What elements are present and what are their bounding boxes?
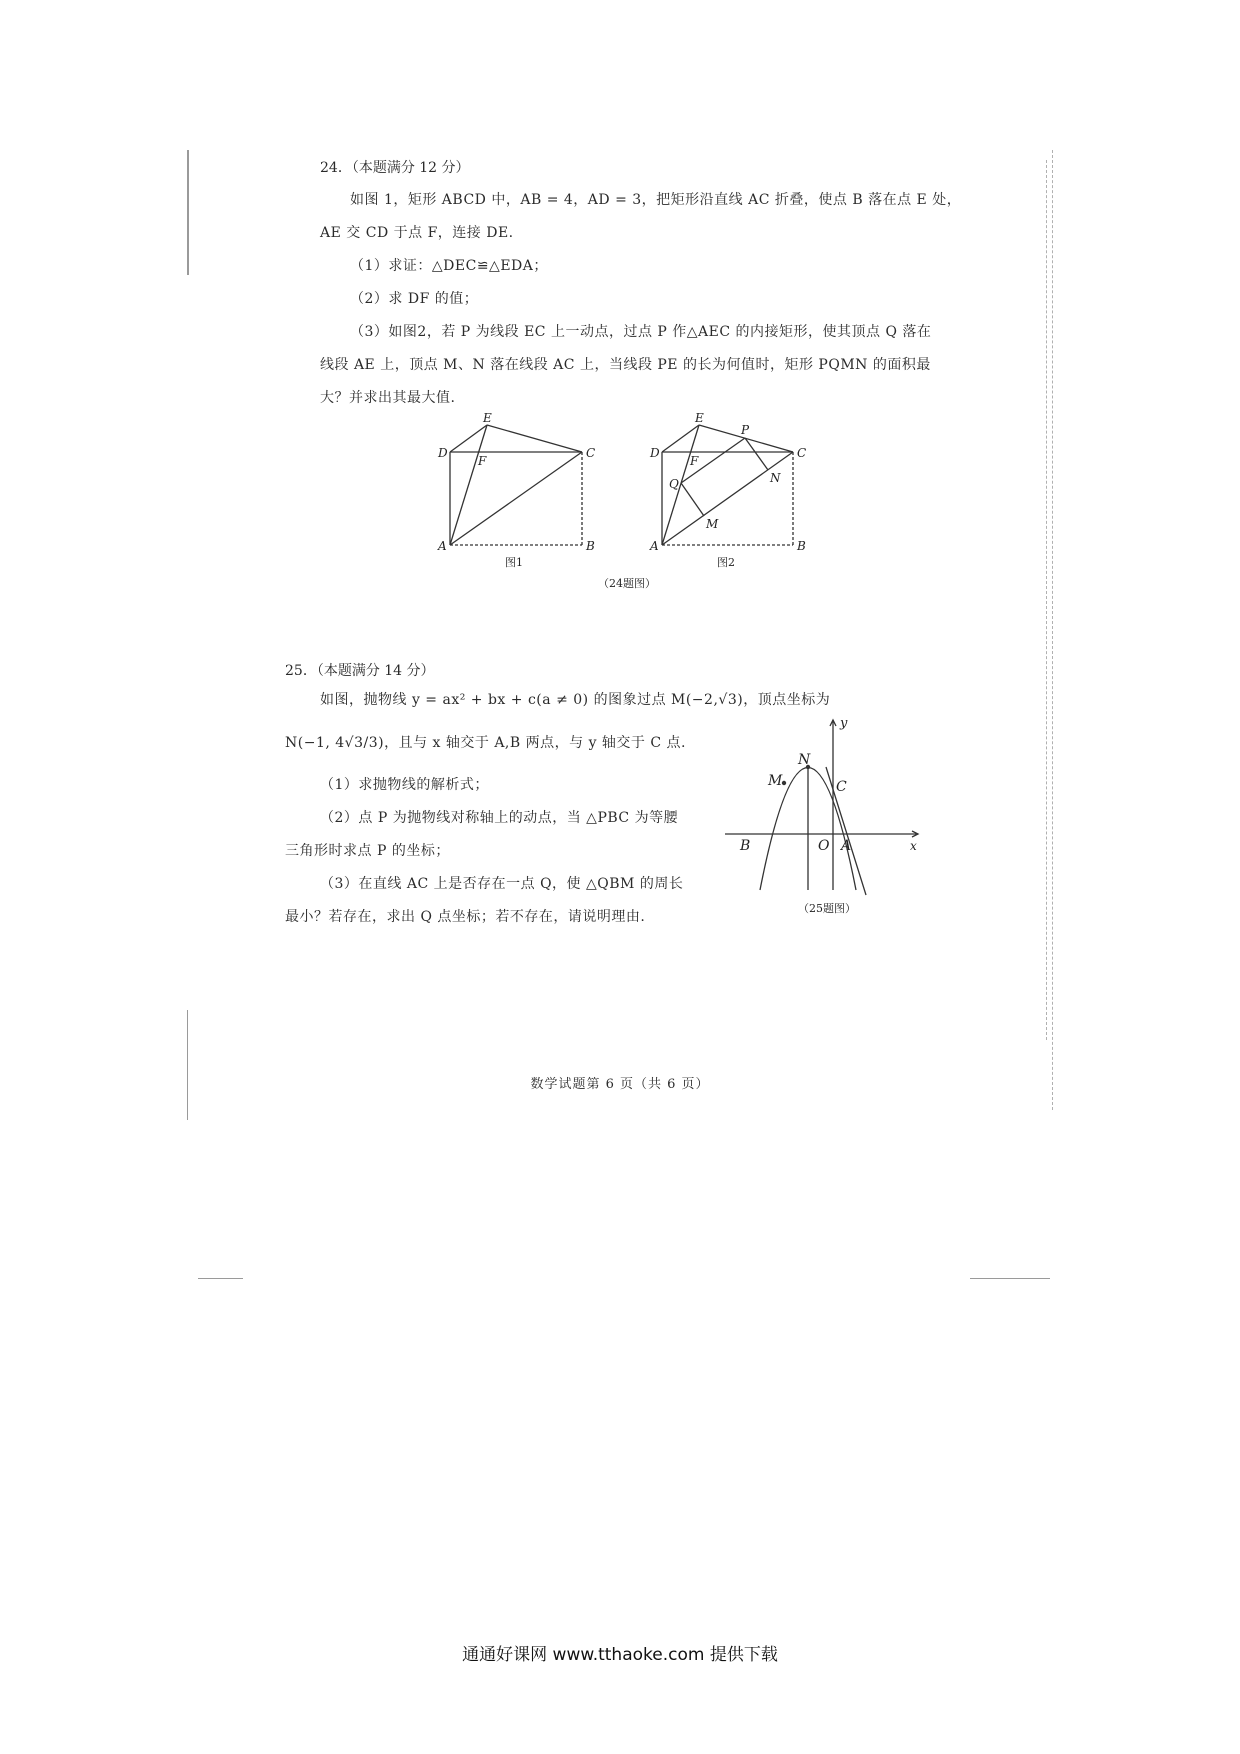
q25-part3: （3）在直线 AC 上是否存在一点 Q，使 △QBM 的周长 <box>320 876 684 892</box>
q24-part3: 大？并求出其最大值. <box>320 390 456 406</box>
fig2-label-Q: Q <box>669 477 679 491</box>
scan-left-edge <box>187 150 189 275</box>
fig2-label-D: D <box>650 446 660 460</box>
q24-part1: （1）求证：△DEC≌△EDA； <box>350 258 548 274</box>
q25-label-x: x <box>910 839 917 853</box>
q25-figure-caption: （25题图） <box>798 902 856 915</box>
q25-label-O: O <box>818 838 830 854</box>
q24-intro-line: AE 交 CD 于点 F，连接 DE. <box>320 225 514 241</box>
q25-figure <box>720 715 930 920</box>
q24-figures <box>430 410 830 590</box>
scan-right-mark <box>1046 160 1048 1040</box>
fig2-label-C: C <box>797 446 807 460</box>
q24-figure-caption: （24题图） <box>598 577 656 590</box>
q25-part3: 最小？若存在，求出 Q 点坐标；若不存在，请说明理由. <box>285 909 646 925</box>
fig2-label-F: F <box>690 454 699 468</box>
fig1-label-D: D <box>438 446 448 460</box>
fig1-label-F: F <box>478 454 487 468</box>
q24-heading: 24．（本题满分 12 分） <box>320 160 470 176</box>
q25-intro-line: 如图，抛物线 y = ax² + bx + c(a ≠ 0) 的图象过点 M(−2,√3)，顶点坐标为 <box>320 692 831 708</box>
scan-bottom-mark <box>198 1278 243 1279</box>
q24-part3: 线段 AE 上，顶点 M、N 落在线段 AC 上，当线段 PE 的长为何值时，矩形 PQMN 的面积最 <box>320 357 931 373</box>
q25-label-B: B <box>740 838 751 854</box>
fig1-caption: 图1 <box>505 556 523 569</box>
fig1-label-A: A <box>438 539 447 553</box>
fig2-label-P: P <box>741 423 750 437</box>
page-number: 数学试题第 6 页（共 6 页） <box>530 1077 710 1092</box>
fig2-label-B: B <box>797 539 806 553</box>
fig1-label-C: C <box>586 446 596 460</box>
figure-2 <box>662 425 793 545</box>
fig2-label-A: A <box>650 539 659 553</box>
figure-1 <box>450 425 582 545</box>
q25-point-M <box>782 781 786 785</box>
q25-label-C: C <box>836 779 847 795</box>
scan-left-edge <box>187 1010 188 1120</box>
site-footer: 通通好课网 www.tthaoke.com 提供下载 <box>462 1645 778 1665</box>
q24-part3: （3）如图2，若 P 为线段 EC 上一动点，过点 P 作△AEC 的内接矩形，使其顶点 Q 落在 <box>350 324 932 340</box>
fig1-label-E: E <box>483 411 492 425</box>
scan-right-mark <box>1052 150 1054 1110</box>
q24-part2: （2）求 DF 的值； <box>350 291 479 307</box>
scan-bottom-mark <box>970 1278 1050 1279</box>
q25-label-M: M <box>768 773 783 789</box>
fig2-label-M: M <box>706 517 719 531</box>
q24-intro-line: 如图 1，矩形 ABCD 中，AB = 4，AD = 3，把矩形沿直线 AC 折叠，使点 B 落在点 E 处， <box>350 192 962 208</box>
fig1-label-B: B <box>586 539 595 553</box>
q25-label-A: A <box>841 838 852 854</box>
fig2-label-E: E <box>695 411 704 425</box>
q25-part1: （1）求抛物线的解析式； <box>320 777 489 793</box>
q25-label-N: N <box>798 752 811 768</box>
q25-graph <box>725 720 918 895</box>
q25-label-y: y <box>840 716 848 731</box>
q25-part2: 三角形时求点 P 的坐标； <box>285 843 450 859</box>
fig2-caption: 图2 <box>717 556 735 569</box>
q25-heading: 25．（本题满分 14 分） <box>285 663 435 679</box>
q25-part2: （2）点 P 为抛物线对称轴上的动点，当 △PBC 为等腰 <box>320 810 679 826</box>
fig2-label-N: N <box>770 471 781 485</box>
q25-intro-line: N(−1, 4√3/3)，且与 x 轴交于 A,B 两点，与 y 轴交于 C 点. <box>285 735 686 751</box>
